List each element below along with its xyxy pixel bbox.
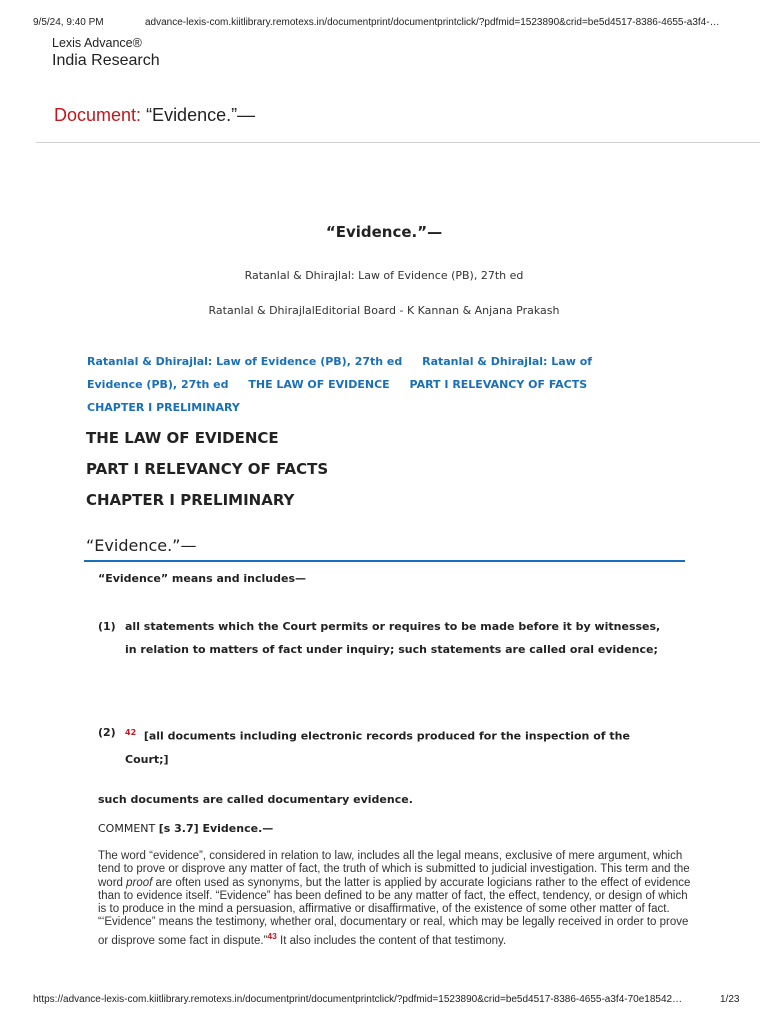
item-number: (2) xyxy=(98,726,116,739)
section-divider xyxy=(84,560,685,562)
print-header-url: advance-lexis-com.kiitlibrary.remotexs.in/documentprint/documentprintclick/?pdfmid=1523890&crid=be5d4517-8386-4655-a3f4-… xyxy=(145,17,720,28)
item-body xyxy=(125,721,670,771)
comment-paragraph xyxy=(98,850,698,948)
breadcrumb-link-book[interactable]: Ratanlal & Dhirajlal: Law of Evidence (PB), 27th ed xyxy=(87,355,403,368)
breadcrumb xyxy=(87,350,647,419)
page-title: “Evidence.”— xyxy=(325,223,443,241)
definition-item-1 xyxy=(98,615,673,685)
paragraph-italic-text: proof xyxy=(126,876,153,889)
comment-heading xyxy=(98,822,273,835)
comment-section: [s 3.7] Evidence.— xyxy=(158,822,274,835)
brand-subtitle: India Research xyxy=(52,52,160,69)
print-datetime: 9/5/24, 9:40 PM xyxy=(33,17,104,28)
heading-law-of-evidence: THE LAW OF EVIDENCE xyxy=(86,429,279,447)
document-title xyxy=(54,105,255,126)
paragraph-text: are often used as synonyms, but the latter is applied by accurate logicians rather to the effect of evidence than to evidence itself. “Evidence” has been defined to be any matter of fact, the effect, tendency, or design of which is to produce in the mind a persuasion, affirmative or disaffirmative, of the existence of some other matter of fact. “‘Evidence” means the testimony, whether oral, documentary or real, which may be legally received in order to prove or disprove some fact in dispute.” xyxy=(98,876,691,947)
definition-item-2 xyxy=(98,721,673,769)
document-label: Document: xyxy=(54,105,142,125)
paragraph-text: The word “evidence”, considered in relation to law, includes all the legal means, exclusive of mere argument, which tend to prove or disprove any matter of fact, the truth of which is submitted to judicial investigation. This term and the word xyxy=(98,850,690,889)
documentary-evidence-line: such documents are called documentary evidence. xyxy=(98,793,413,806)
breadcrumb-link-part-i[interactable]: PART I RELEVANCY OF FACTS xyxy=(409,378,588,391)
item-text: [all documents including electronic records produced for the inspection of the Court;] xyxy=(125,729,630,766)
definition-intro: “Evidence” means and includes— xyxy=(98,572,307,585)
heading-chapter-i: CHAPTER I PRELIMINARY xyxy=(86,491,295,509)
header-divider xyxy=(36,142,760,143)
breadcrumb-link-book-2[interactable]: Ratanlal & Dhirajlal: Law of Evidence (PB), 27th ed xyxy=(87,355,593,391)
brand-name: Lexis Advance® xyxy=(52,36,142,50)
source-line: Ratanlal & Dhirajlal: Law of Evidence (PB), 27th ed xyxy=(244,269,524,282)
print-footer-url: https://advance-lexis-com.kiitlibrary.remotexs.in/documentprint/documentprintclick/?pdfmid=1523890&crid=be5d4517-8386-4655-a3f4-70e18542… xyxy=(33,994,683,1005)
document-title-value: “Evidence.”— xyxy=(146,105,256,125)
breadcrumb-link-chapter-i[interactable]: CHAPTER I PRELIMINARY xyxy=(87,401,240,414)
item-number: (1) xyxy=(98,620,116,633)
paragraph-text: It also includes the content of that testimony. xyxy=(276,934,507,947)
breadcrumb-link-law-of-evidence[interactable]: THE LAW OF EVIDENCE xyxy=(248,378,390,391)
comment-label: COMMENT xyxy=(98,822,156,835)
item-text: all statements which the Court permits or requires to be made before it by witnesses, in relation to matters of fact under inquiry; such statements are called oral evidence; xyxy=(125,620,661,656)
footnote-ref-43[interactable]: 43 xyxy=(267,930,277,941)
footnote-ref-42[interactable]: 42 xyxy=(125,728,137,737)
heading-part-i: PART I RELEVANCY OF FACTS xyxy=(86,460,329,478)
section-title: “Evidence.”— xyxy=(86,536,197,555)
editors-line: Ratanlal & DhirajlalEditorial Board - K Kannan & Anjana Prakash xyxy=(208,304,560,317)
page-number: 1/23 xyxy=(720,994,740,1005)
